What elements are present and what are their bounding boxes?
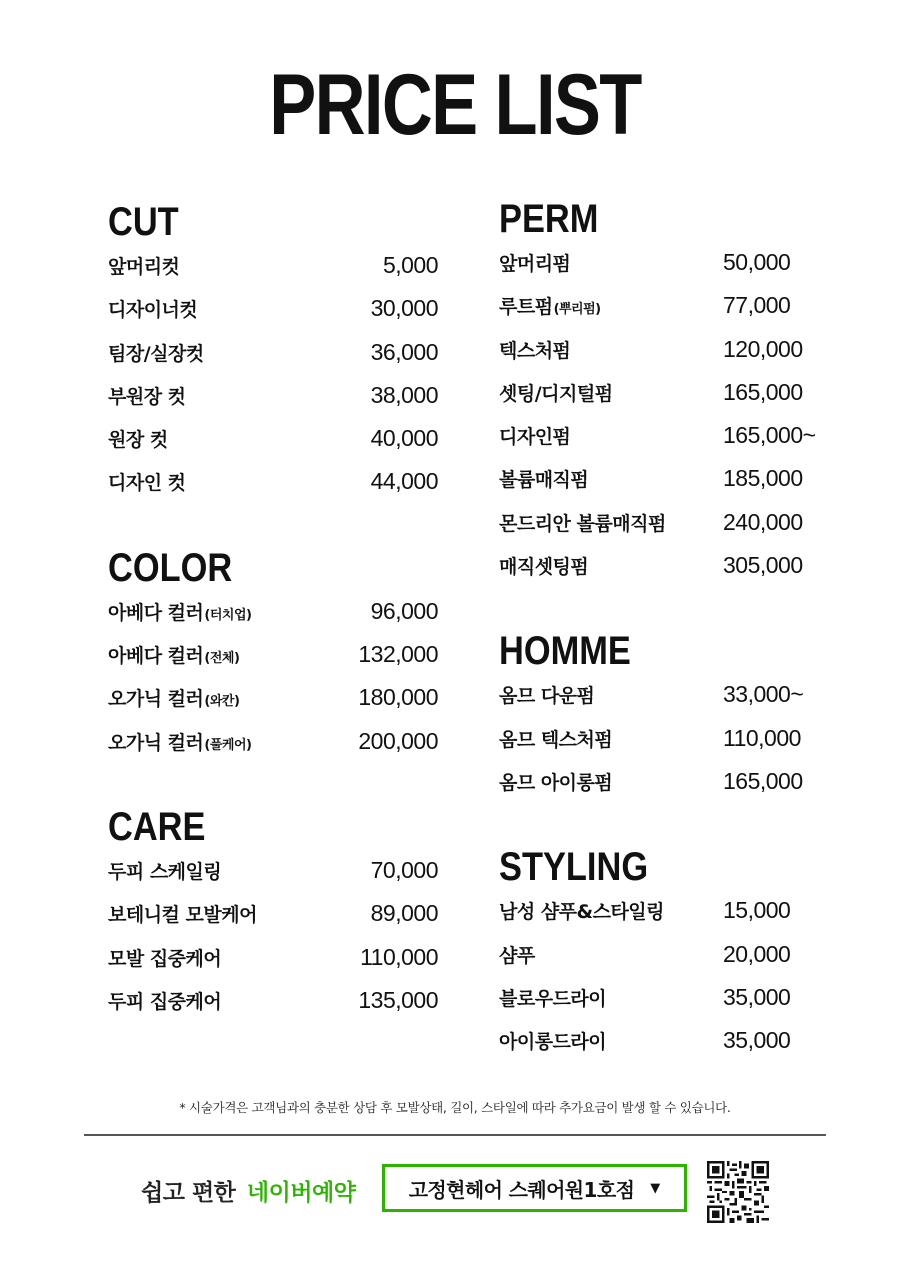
service-price: 165,000 — [723, 767, 803, 794]
service-name-text: 샴푸 — [499, 944, 535, 967]
service-name — [499, 292, 601, 319]
service-note: (와칸) — [204, 694, 240, 710]
price-note: * 시술가격은 고객님과의 충분한 상담 후 모발상태, 길이, 스타일에 따라 추가요금이 발생 할 수 있습니다. — [179, 1100, 731, 1115]
naver-booking-brand[interactable]: 네이버예약 — [246, 1180, 356, 1206]
service-name — [108, 857, 221, 884]
service-price: 200,000 — [358, 727, 438, 754]
service-name — [108, 641, 239, 668]
price-row — [108, 857, 438, 900]
service-name — [499, 509, 666, 536]
service-price: 180,000 — [358, 684, 438, 711]
service-name-text: 오가닉 컬러 — [108, 731, 204, 754]
service-name — [499, 249, 570, 276]
service-name — [108, 598, 251, 625]
price-row — [108, 900, 438, 943]
caret-down-icon: ▼ — [650, 1180, 661, 1196]
service-name — [108, 382, 186, 409]
service-name-text: 디자인펌 — [499, 426, 571, 449]
section-cut — [108, 198, 438, 512]
price-row — [108, 684, 438, 727]
service-name-text: 팀장/실장컷 — [108, 342, 204, 365]
service-name-text: 셋팅/디지털펌 — [499, 382, 613, 405]
service-name-text: 두피 스케일링 — [108, 860, 222, 883]
service-name-text: 남성 샴푸&스타일링 — [499, 901, 665, 924]
service-price: 96,000 — [370, 597, 438, 624]
price-row — [108, 339, 438, 382]
section-title: CARE — [108, 804, 206, 849]
qr-code-icon[interactable] — [707, 1161, 769, 1223]
service-name — [499, 379, 613, 406]
service-name-text: 아이롱드라이 — [499, 1031, 607, 1054]
price-row — [108, 598, 438, 641]
section-homme — [499, 627, 829, 811]
section-title: HOMME — [499, 629, 631, 674]
section-title: CUT — [108, 200, 179, 244]
service-name — [499, 984, 606, 1011]
footer-lead — [141, 1174, 356, 1207]
service-name — [108, 339, 204, 366]
service-name — [499, 422, 570, 449]
service-name-text: 보테니컬 모발케어 — [108, 904, 257, 927]
price-row — [499, 768, 829, 811]
service-name — [499, 1027, 606, 1054]
service-name — [108, 900, 257, 927]
service-name-text: 볼륨매직펌 — [499, 469, 589, 492]
service-note: (터치업) — [204, 607, 252, 623]
service-name — [499, 552, 588, 579]
section-title: PERM — [499, 197, 599, 241]
service-price: 165,000 — [723, 378, 803, 405]
price-row — [108, 468, 438, 511]
service-name — [108, 252, 179, 279]
service-price: 35,000 — [723, 983, 791, 1010]
price-row — [499, 465, 829, 508]
price-row — [499, 509, 829, 552]
price-row — [499, 681, 829, 724]
service-name — [499, 897, 664, 924]
price-row — [108, 987, 438, 1030]
service-name-text: 앞머리펌 — [499, 253, 571, 275]
service-name-text: 디자이너컷 — [108, 299, 198, 322]
price-row — [499, 336, 829, 379]
service-price: 5,000 — [382, 252, 438, 278]
service-note: (전체) — [204, 651, 240, 667]
service-name-text: 옴므 아이롱펌 — [499, 771, 613, 794]
service-name — [499, 768, 612, 795]
footer-lead-text: 쉽고 편한 — [141, 1180, 236, 1206]
section-perm — [499, 195, 829, 595]
price-row — [499, 379, 829, 422]
service-name — [499, 465, 588, 492]
price-row — [499, 941, 829, 984]
service-name — [499, 725, 612, 752]
price-row — [108, 944, 438, 987]
service-name-text: 디자인 컷 — [108, 472, 186, 495]
price-row — [499, 249, 829, 292]
price-row — [108, 728, 438, 771]
service-name — [499, 336, 570, 363]
service-name — [499, 681, 594, 708]
price-row — [499, 897, 829, 940]
service-name-text: 부원장 컷 — [108, 385, 186, 408]
section-styling — [499, 843, 829, 1070]
service-name-text: 모발 집중케어 — [108, 947, 222, 970]
service-price: 185,000 — [723, 465, 803, 492]
price-row — [499, 422, 829, 465]
price-row — [499, 984, 829, 1027]
service-price: 70,000 — [370, 856, 438, 883]
service-note: (뿌리펌) — [553, 302, 601, 318]
service-name-text: 몬드리안 볼륨매직펌 — [499, 512, 666, 535]
section-title: COLOR — [108, 545, 233, 590]
service-name — [108, 468, 186, 495]
store-name: 고정현헤어 스퀘어원1호점 — [408, 1177, 635, 1202]
service-name — [108, 295, 197, 322]
service-name-text: 아베다 컬러 — [108, 601, 204, 624]
service-name-text: 매직셋팅펌 — [499, 556, 589, 579]
service-price: 40,000 — [370, 425, 438, 452]
service-price: 38,000 — [370, 381, 438, 408]
service-price: 135,000 — [358, 986, 438, 1013]
service-name-text: 앞머리컷 — [108, 256, 180, 278]
price-row — [108, 252, 438, 295]
service-price: 36,000 — [370, 338, 438, 365]
service-price: 165,000~ — [723, 422, 816, 449]
service-name-text: 루트펌 — [499, 296, 553, 319]
service-price: 89,000 — [370, 900, 438, 927]
store-select-button[interactable] — [382, 1164, 687, 1212]
service-price: 33,000~ — [723, 681, 804, 708]
service-price: 50,000 — [723, 249, 791, 275]
section-title: STYLING — [499, 845, 649, 890]
service-name — [108, 944, 221, 971]
price-row — [499, 292, 829, 335]
right-column — [499, 195, 829, 1102]
service-name — [108, 684, 239, 711]
left-column — [108, 198, 438, 1062]
service-name-text: 블로우드라이 — [499, 987, 607, 1010]
service-price: 20,000 — [723, 940, 791, 967]
service-price: 77,000 — [723, 292, 791, 319]
service-name-text: 옴므 텍스처펌 — [499, 728, 613, 751]
service-name — [108, 425, 168, 452]
price-row — [499, 552, 829, 595]
section-care — [108, 803, 438, 1030]
page-title: PRICE LIST — [269, 57, 641, 153]
service-name-text: 오가닉 컬러 — [108, 688, 204, 711]
service-price: 240,000 — [723, 508, 803, 535]
service-name — [499, 941, 535, 968]
service-price: 120,000 — [723, 335, 803, 362]
service-price: 15,000 — [723, 897, 791, 924]
service-name-text: 옴므 다운펌 — [499, 685, 595, 708]
price-row — [108, 295, 438, 338]
service-price: 110,000 — [360, 943, 438, 970]
service-name-text: 아베다 컬러 — [108, 645, 204, 668]
service-name — [108, 728, 251, 755]
price-row — [499, 1027, 829, 1070]
service-price: 132,000 — [358, 641, 438, 668]
service-name-text: 원장 컷 — [108, 429, 168, 452]
service-price: 305,000 — [723, 552, 803, 579]
service-note: (풀케어) — [204, 737, 252, 753]
divider — [84, 1134, 826, 1136]
price-row — [108, 425, 438, 468]
service-name-text: 두피 집중케어 — [108, 990, 222, 1013]
service-price: 30,000 — [370, 295, 438, 322]
price-row — [499, 725, 829, 768]
section-color — [108, 544, 438, 771]
price-row — [108, 641, 438, 684]
service-price: 35,000 — [723, 1027, 791, 1054]
service-price: 44,000 — [370, 468, 438, 495]
service-price: 110,000 — [723, 724, 801, 751]
service-name — [108, 987, 221, 1014]
price-row — [108, 382, 438, 425]
service-name-text: 텍스처펌 — [499, 339, 571, 362]
